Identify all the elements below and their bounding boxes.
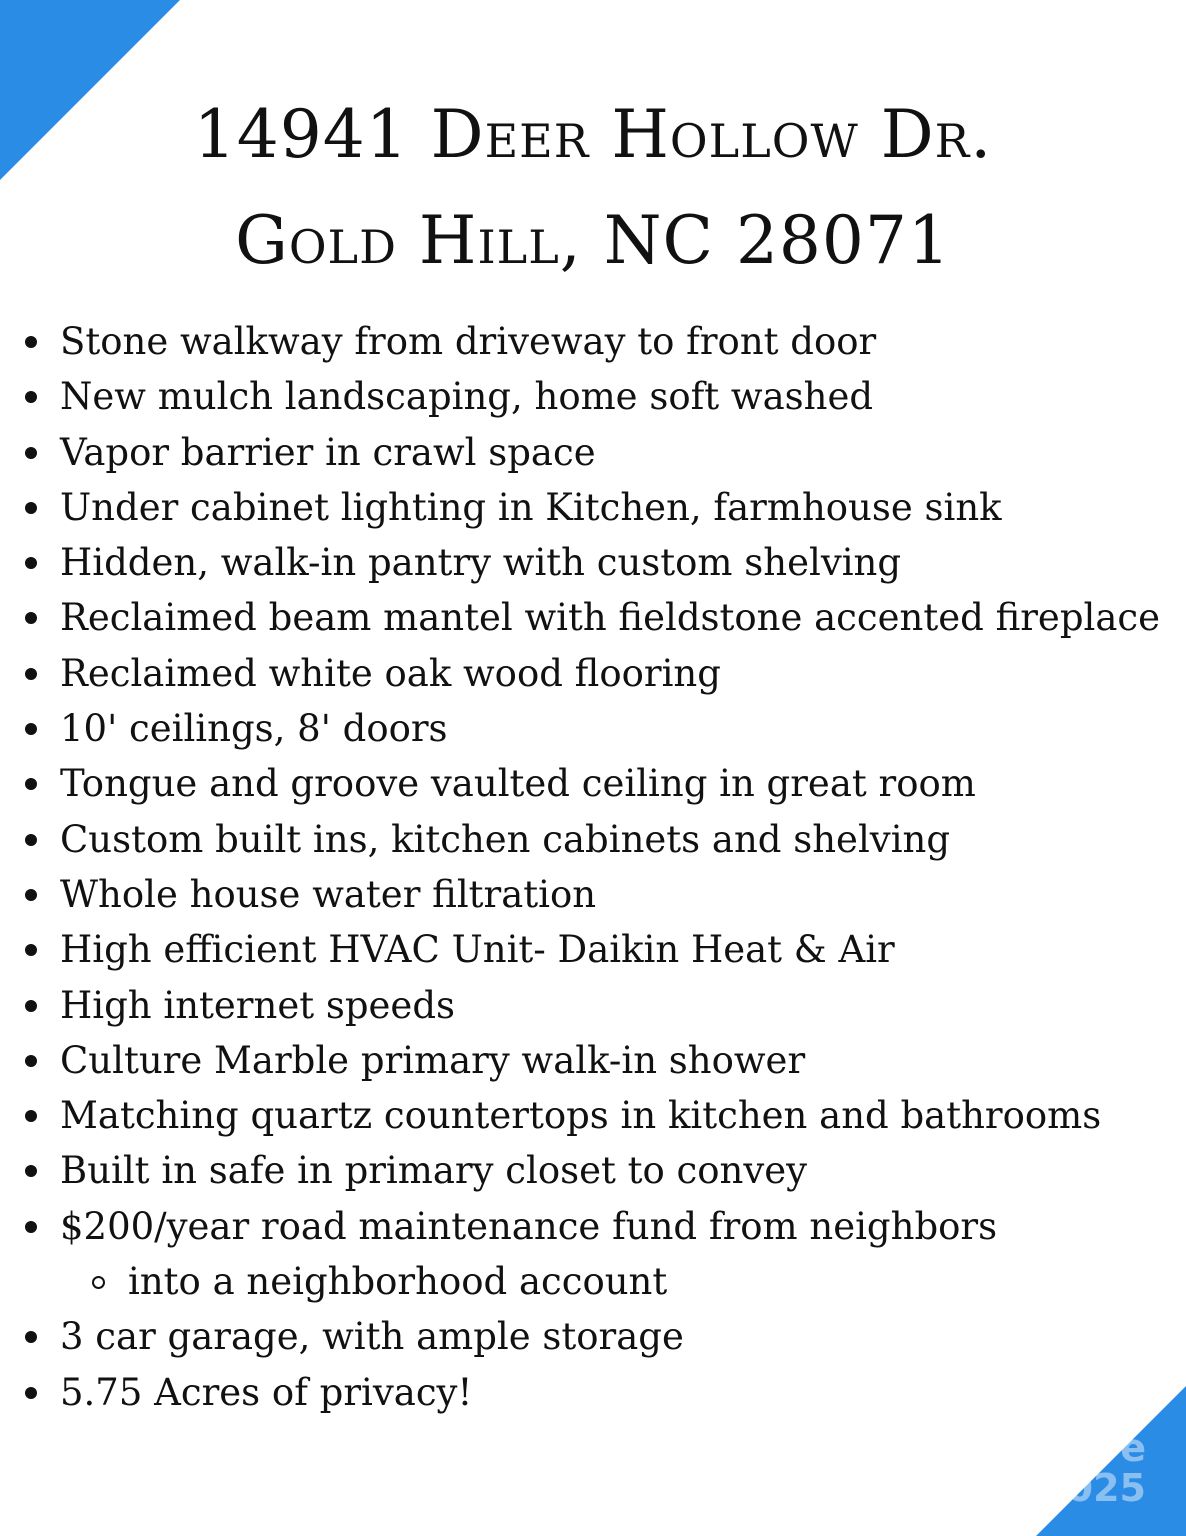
bullet-icon	[25, 1055, 37, 1067]
bullet-icon	[25, 1165, 37, 1177]
list-item-text: New mulch landscaping, home soft washed	[60, 375, 874, 419]
list-item	[0, 480, 1160, 535]
address-line: 14941 Deer Hollow Dr.	[193, 96, 993, 173]
list-item	[0, 701, 1160, 756]
list-item	[0, 646, 1160, 701]
list-item	[0, 812, 1160, 867]
list-item-text: High internet speeds	[60, 983, 455, 1027]
hollow-bullet-icon	[92, 1276, 105, 1289]
bullet-icon	[25, 1000, 37, 1012]
city-line: Gold Hill, NC 28071	[235, 202, 951, 279]
list-item-text: Stone walkway from driveway to front door	[60, 320, 877, 363]
bullet-icon	[25, 336, 37, 348]
list-item-text: Culture Marble primary walk-in shower	[60, 1038, 806, 1082]
list-item-text: Matching quartz countertops in kitchen and bathrooms	[60, 1094, 1102, 1138]
list-item	[0, 425, 1160, 480]
list-item-text: $200/year road maintenance fund from neighbors	[60, 1204, 998, 1248]
bullet-icon	[25, 1331, 37, 1343]
list-item	[0, 756, 1160, 811]
list-item	[0, 1199, 1160, 1254]
sub-list-item-text: into a neighborhood account	[128, 1260, 668, 1304]
list-item-text: 3 car garage, with ample storage	[60, 1315, 684, 1359]
bullet-icon	[25, 834, 37, 846]
list-item	[0, 314, 1160, 369]
list-item-text: Tongue and groove vaulted ceiling in great room	[60, 762, 976, 806]
watermark-line-2: 025	[1066, 1466, 1146, 1510]
list-item-text: Vapor barrier in crawl space	[60, 430, 596, 474]
watermark-line-1: e	[1120, 1426, 1146, 1470]
bullet-icon	[25, 778, 37, 790]
watermark	[1067, 1428, 1146, 1508]
bullet-icon	[25, 723, 37, 735]
list-item	[0, 867, 1160, 922]
list-item	[0, 1088, 1160, 1143]
bullet-icon	[25, 1110, 37, 1122]
bullet-icon	[25, 502, 37, 514]
list-item-text: Built in safe in primary closet to convey	[60, 1149, 808, 1193]
bullet-icon	[25, 668, 37, 680]
list-item-text: 10' ceilings, 8' doors	[60, 707, 448, 751]
bullet-icon	[25, 1387, 37, 1399]
list-item-text: Reclaimed white oak wood flooring	[60, 651, 721, 695]
list-item	[0, 1143, 1160, 1198]
list-item-text: 5.75 Acres of privacy!	[60, 1370, 473, 1414]
list-item	[0, 1309, 1160, 1364]
bullet-icon	[25, 944, 37, 956]
list-item	[0, 978, 1160, 1033]
bullet-icon	[25, 557, 37, 569]
list-item-text: Hidden, walk-in pantry with custom shelving	[60, 541, 902, 585]
bullet-icon	[25, 889, 37, 901]
bullet-icon	[25, 612, 37, 624]
bullet-icon	[25, 391, 37, 403]
bullet-icon	[25, 1221, 37, 1233]
list-item	[0, 1033, 1160, 1088]
list-item	[0, 535, 1160, 590]
list-item-text: Reclaimed beam mantel with fieldstone accented fireplace	[60, 596, 1161, 640]
bullet-icon	[25, 447, 37, 459]
page-title	[0, 82, 1186, 294]
feature-list	[0, 314, 1160, 1420]
list-item-text: Custom built ins, kitchen cabinets and shelving	[60, 817, 951, 861]
list-item-text: Whole house water filtration	[60, 872, 597, 916]
list-item	[0, 1365, 1160, 1420]
list-item	[0, 590, 1160, 645]
list-item-text: Under cabinet lighting in Kitchen, farmhouse sink	[60, 485, 1002, 529]
sub-list-item	[0, 1254, 1160, 1309]
list-item	[0, 922, 1160, 977]
list-item-text: High efficient HVAC Unit- Daikin Heat & Air	[60, 928, 895, 972]
list-item	[0, 369, 1160, 424]
